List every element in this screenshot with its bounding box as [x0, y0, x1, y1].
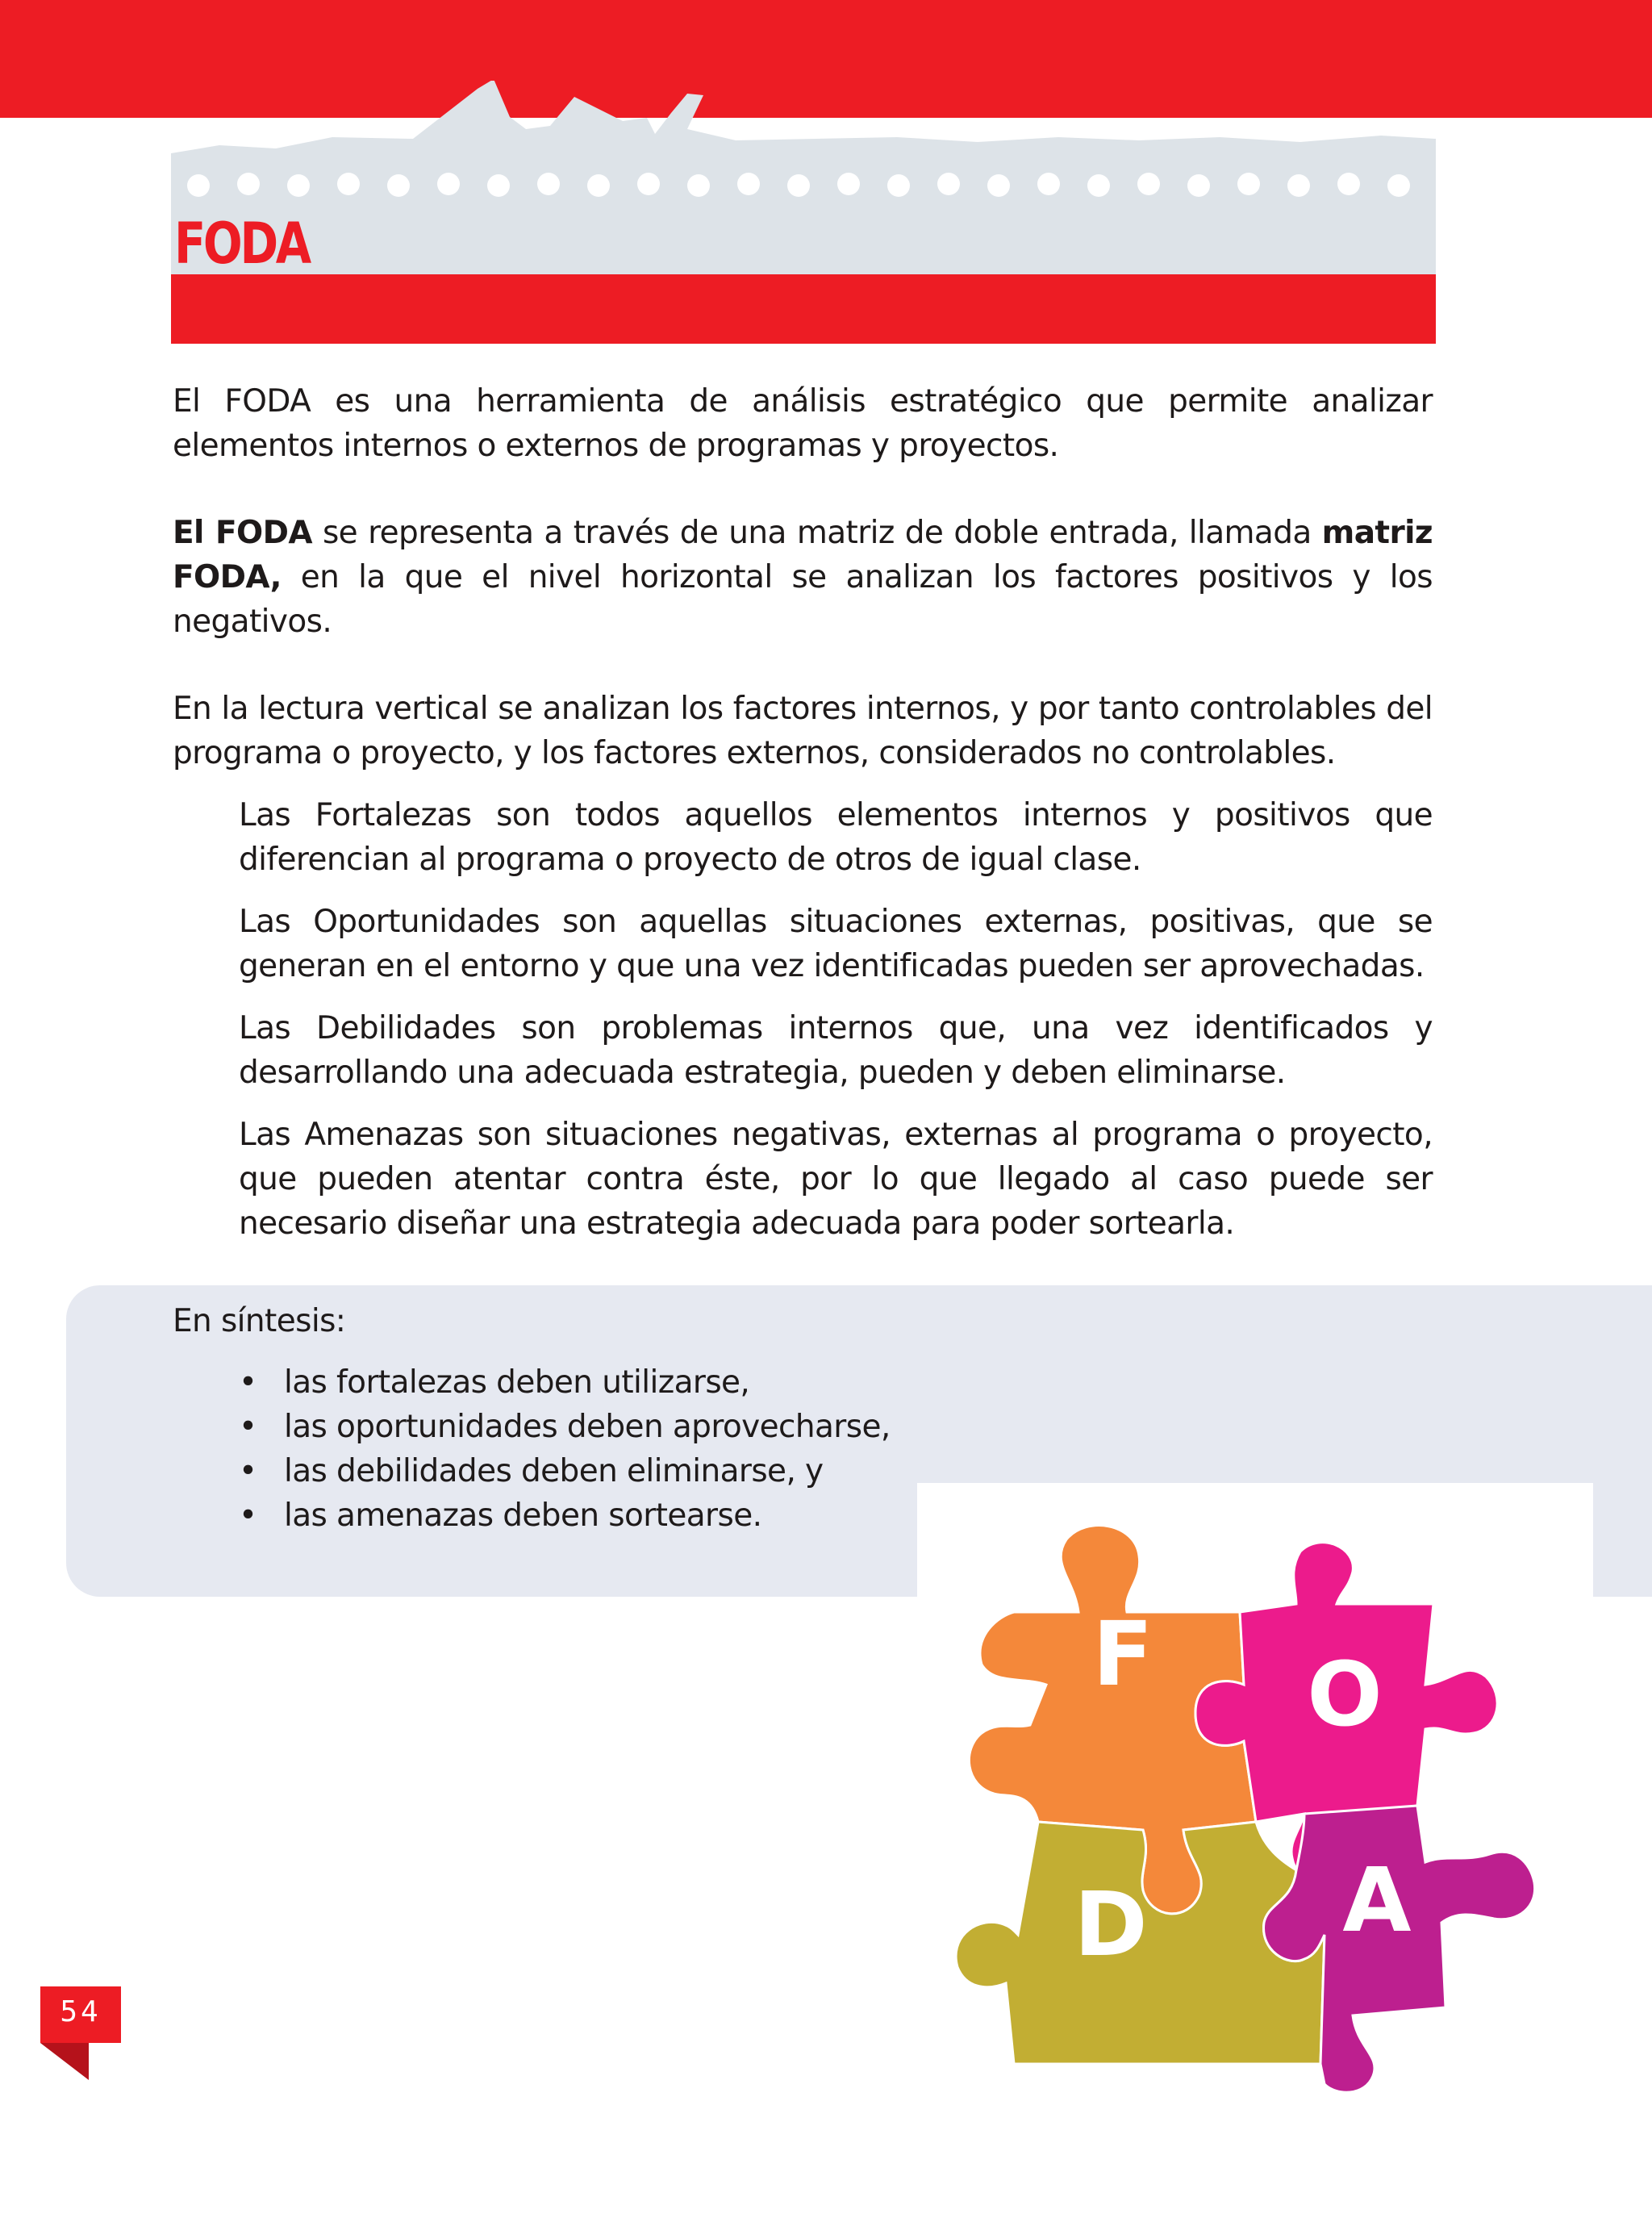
puzzle-graphic: [917, 1483, 1593, 2128]
list-item: [239, 1360, 891, 1405]
list-item-text: las fortalezas deben utilizarse,: [284, 1364, 750, 1401]
intro-paragraph: El FODA es una herramienta de análisis estratégico que permite analizar elementos internos o externos de programas y proyectos.: [173, 383, 1433, 464]
bold-el-foda: El FODA: [173, 515, 312, 551]
list-item-text: las oportunidades deben aprovecharse,: [284, 1409, 891, 1445]
puzzle-letter-o: O: [1307, 1643, 1383, 1746]
list-item-text: las amenazas deben sortearse.: [284, 1497, 762, 1534]
vertical-paragraph: En la lectura vertical se analizan los factores internos, y por tanto controlables del programa o proyecto, y los factores externos, considerados no controlables.: [173, 691, 1433, 771]
summary-list: [239, 1360, 891, 1538]
list-item: [239, 1449, 891, 1493]
bullet-icon: •: [239, 1497, 257, 1534]
summary-title: En síntesis:: [173, 1303, 346, 1339]
list-item: [239, 1493, 891, 1538]
puzzle-illustration: [917, 1483, 1593, 2128]
matrix-text-1: se representa a través de una matriz de doble entrada, llamada: [311, 515, 1322, 551]
list-item-text: las debilidades deben eliminarse, y: [284, 1453, 824, 1489]
puzzle-letter-f: F: [1092, 1602, 1153, 1706]
bullet-icon: •: [239, 1453, 257, 1489]
oportunidades-paragraph: Las Oportunidades son aquellas situaciones externas, positivas, que se generan en el entorno y que una vez identificadas pueden ser aprovechadas.: [239, 904, 1433, 984]
title-banner: [171, 81, 1436, 349]
bold-matriz-foda: matriz FODA,: [173, 515, 1433, 595]
list-item: [239, 1405, 891, 1449]
debilidades-paragraph: Las Debilidades son problemas internos que, una vez identificados y desarrollando una adecuada estrategia, pueden y deben eliminarse.: [239, 1010, 1433, 1091]
puzzle-letter-a: A: [1342, 1848, 1412, 1952]
puzzle-letter-d: D: [1074, 1873, 1148, 1976]
main-content: [173, 379, 1433, 1264]
title-red-band: [171, 274, 1436, 344]
bullet-icon: •: [239, 1409, 257, 1445]
torn-paper-decoration: [171, 81, 1436, 349]
fortalezas-paragraph: Las Fortalezas son todos aquellos elementos internos y positivos que diferencian al programa o proyecto de otros de igual clase.: [239, 797, 1433, 878]
matrix-text-2: en la que el nivel horizontal se analizan los factores positivos y los negativos.: [173, 559, 1433, 640]
page-title: FODA: [174, 211, 309, 277]
bullet-icon: •: [239, 1364, 257, 1401]
page-number: 54: [60, 1995, 102, 2028]
amenazas-paragraph: Las Amenazas son situaciones negativas, externas al programa o proyecto, que pueden atentar contra éste, por lo que llegado al caso puede ser necesario diseñar una estrategia adecuada para poder sortearla.: [239, 1117, 1433, 1242]
matrix-paragraph: [173, 511, 1433, 644]
